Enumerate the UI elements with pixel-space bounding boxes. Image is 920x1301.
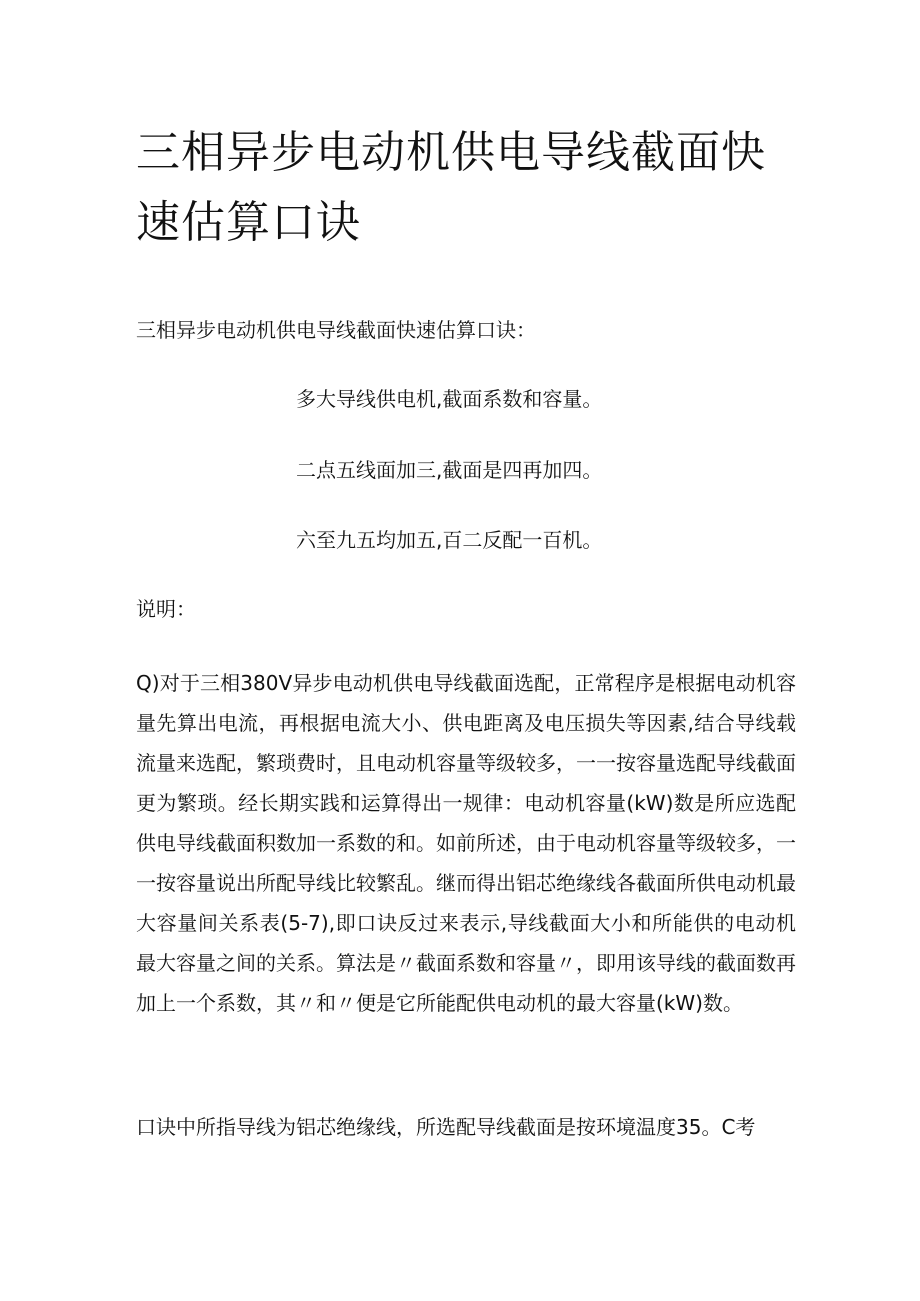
verse-line: 多大导线供电机,截面系数和容量。 <box>296 387 603 411</box>
verse-line: 二点五线面加三,截面是四再加四。 <box>296 458 603 482</box>
body-paragraph: Q)对于三相380V异步电动机供电导线截面选配，正常程序是根据电动机容量先算出电流，再根据电流大小、供电距离及电压损失等因素,结合导线载流量来选配，繁琐费时，且电动机容量等级较多，一一按容量选配导线截面更为繁琐。经长期实践和运算得出一规律：电动机容量(kW)数是所应选配供电导线截面积数加一系数的和。如前所述，由于电动机容量等级较多，一一按容量说出所配导线比较繁乱。继而得出铝芯绝缘线各截面所供电动机最大容量间关系表(5-7),即口诀反过来表示,导线截面大小和所能供的电动机最大容量之间的关系。算法是〃截面系数和容量〃，即用该导线的截面数再加上一个系数，其〃和〃便是它所能配供电动机的最大容量(kW)数。 <box>136 671 796 1015</box>
intro-line: 三相异步电动机供电导线截面快速估算口诀： <box>136 318 536 342</box>
document-title: 三相异步电动机供电导线截面快速估算口诀 <box>136 127 766 248</box>
verse-line: 六至九五均加五,百二反配一百机。 <box>296 528 603 552</box>
note-label: 说明： <box>136 597 196 621</box>
body-paragraph: 口诀中所指导线为铝芯绝缘线，所选配导线截面是按环境温度35。C考 <box>136 1115 756 1139</box>
